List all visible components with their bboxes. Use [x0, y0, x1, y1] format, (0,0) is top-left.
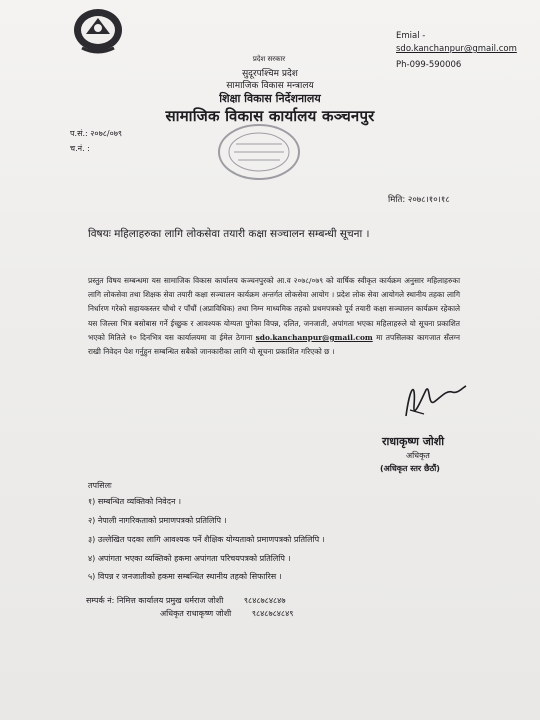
- contact-numbers: [86, 594, 293, 620]
- contact-row: [86, 594, 293, 607]
- dispatch-number: च.नं. :: [70, 144, 90, 153]
- letter-date: मिति: २०७८।१०।१८: [388, 195, 450, 205]
- signatory-title: अधिकृत: [406, 451, 430, 460]
- body-text-1: प्रस्तुत विषय सम्बन्धमा यस सामाजिक विकास कार्यालय कञ्चनपुरको आ.व २०७८/०७९ को वार्षिक स्वीकृत कार्यक्रम अनुसार महिलाहरुका लागि लोकसेवा तथा शिक्षक सेवा तयारी कक्षा सञ्चालन कार्यक्रम अन्तर्गत लोकसेवा आयोग । प्रदेश लोक सेवा आयोगले स्थानीय तहका लागि निर्धारण गरेको सहायकस्तर चौथो र पाँचौं (अप्राविधिक) तथा निम्न माध्यमिक तहको प्रथमपत्रको पूर्व तयारी कक्षा सञ्चालन कार्यक्रम रहेकाले यस जिल्ला भित्र बसोबास गर्ने ईच्छुक र आवश्यक योग्यता पुगेका विपन्न, दलित, जनजाती, अपांगता भएका महिलाहरुले यो सूचना प्रकाशित भएको मितिले १० दिनभित्र यस कार्यालयमा वा ईमेल ठेगाना: [88, 276, 460, 342]
- contact-person: अधिकृत राधाकृष्ण जोशी: [160, 609, 232, 618]
- header-line-2: सुदूरपश्चिम प्रदेश: [242, 69, 298, 79]
- subject-line: विषयः महिलाहरुका लागि लोकसेवा तयारी कक्षा सञ्चालन सम्बन्धी सूचना ।: [88, 228, 370, 240]
- header-line-3: सामाजिक विकास मन्त्रालय: [226, 81, 314, 91]
- signatory-rank: (अधिकृत स्तर छैठौं): [380, 464, 440, 473]
- signature-icon: [400, 376, 470, 422]
- contact-number: ९८४८७८४८४९: [251, 609, 294, 618]
- contact-number: ९८४८७८४८४७: [243, 596, 286, 605]
- contact-row: [86, 607, 293, 620]
- email-label: Emial -: [396, 31, 426, 41]
- enclosures-title: तपसिलः: [88, 481, 112, 490]
- enclosure-item: ४) अपांगता भएका व्यक्तिको हकमा अपांगता परिचयपत्रको प्रतिलिपि ।: [88, 554, 291, 563]
- enclosure-item: १) सम्बन्धित व्यक्तिको निवेदन ।: [88, 497, 181, 506]
- enclosure-item: ३) उल्लेखित पदका लागि आवश्यक पर्ने शैक्षिक योग्यताको प्रमाणपत्रको प्रतिलिपि ।: [88, 535, 325, 544]
- nepal-emblem-icon: [70, 4, 126, 54]
- enclosure-item: २) नेपाली नागरिकताको प्रमाणपत्रको प्रतिलिपि ।: [88, 516, 227, 525]
- phone-number: Ph-099-590006: [396, 60, 462, 70]
- contact-email: [396, 30, 517, 56]
- office-name: सामाजिक विकास कार्यालय कञ्चनपुर: [165, 107, 375, 125]
- signatory-name: राधाकृष्ण जोशी: [382, 435, 445, 448]
- body-text-2: मा तपसिलका कागजात सँलग्न राखी निवेदन पेश गर्नुहुन सम्बन्धित सबैको जानकारीका लागि यो सूचना प्रकाशित गरिएको छ ।: [88, 332, 460, 357]
- contact-label: सम्पर्क नं:: [86, 596, 115, 605]
- enclosure-item: ५) विपन्न र जनजातीको हकमा सम्बन्धित स्थानीय तहको सिफारिस ।: [88, 572, 282, 581]
- contact-person: निमित्त कार्यालय प्रमुख धर्मराज जोशी: [116, 596, 224, 605]
- body-email: sdo.kanchanpur@gmail.com: [255, 332, 373, 342]
- notice-body: [88, 274, 460, 359]
- header-line-4: शिक्षा विकास निर्देशनालय: [219, 92, 321, 105]
- header-line-1: प्रदेश सरकार: [252, 55, 286, 63]
- office-stamp-icon: [214, 120, 304, 184]
- letter-number: प.सं.: २०७८/०७९: [70, 129, 123, 138]
- email-address: sdo.kanchanpur@gmail.com: [396, 44, 517, 54]
